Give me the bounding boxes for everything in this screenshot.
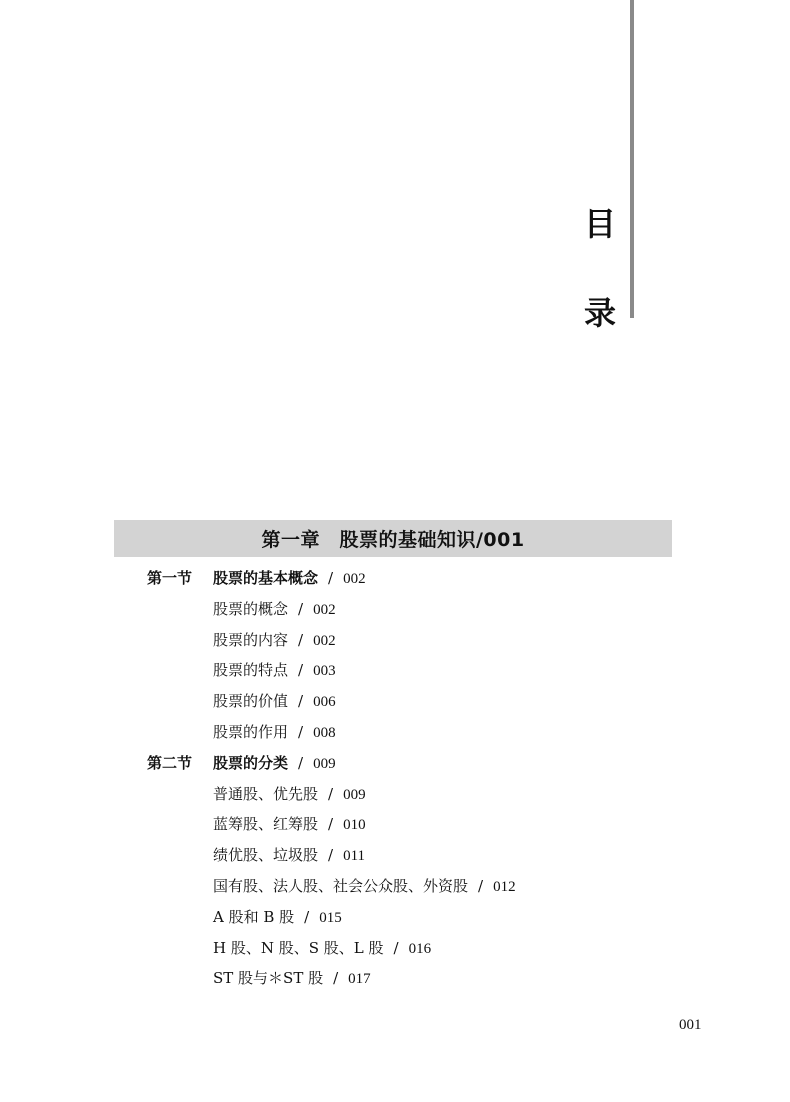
toc-entry-separator: / xyxy=(298,722,304,741)
toc-entry-separator: / xyxy=(298,630,304,649)
toc-entry-page: 002 xyxy=(313,632,336,649)
toc-entry-row xyxy=(0,871,790,902)
toc-entry-page: 009 xyxy=(343,786,366,803)
toc-entry-separator: / xyxy=(298,599,304,618)
toc-entry-title: H 股、N 股、S 股、L 股 xyxy=(213,938,384,957)
toc-entry-page: 017 xyxy=(348,971,371,988)
toc-entry-separator: / xyxy=(328,846,334,865)
toc-entry-row xyxy=(0,933,790,964)
toc-entry-link[interactable] xyxy=(213,963,371,995)
chapter-heading: 第一章 股票的基础知识/001 xyxy=(261,529,525,551)
toc-entry-title: 股票的概念 xyxy=(213,599,289,618)
toc-entry-title: 股票的价值 xyxy=(213,692,289,711)
toc-entry-page: 003 xyxy=(313,663,336,680)
toc-section-row xyxy=(0,748,790,779)
toc-entry-separator: / xyxy=(304,907,310,926)
toc-entry-row xyxy=(0,655,790,686)
toc-entry-page: 015 xyxy=(319,909,342,926)
toc-entry-title: 普通股、优先股 xyxy=(213,784,319,803)
toc-entry-separator: / xyxy=(328,815,334,834)
toc-entry-row xyxy=(0,625,790,656)
toc-entry-title: 绩优股、垃圾股 xyxy=(213,846,319,865)
toc-entry-link[interactable] xyxy=(213,717,336,749)
toc-entry-title: 股票的分类 xyxy=(213,753,289,772)
toc-entry-title: 股票的基本概念 xyxy=(213,569,319,587)
toc-entry-page: 002 xyxy=(343,571,366,587)
toc-entry-page: 008 xyxy=(313,724,336,741)
toc-entry-separator: / xyxy=(298,753,304,772)
toc-entry-link[interactable] xyxy=(213,594,336,626)
toc-entry-page: 011 xyxy=(343,848,366,865)
toc-entry-separator: / xyxy=(328,569,334,587)
toc-entry-title: 股票的作用 xyxy=(213,722,289,741)
toc-heading-char-2: 录 xyxy=(583,294,616,332)
toc-entry-row xyxy=(0,809,790,840)
toc-entry-page: 010 xyxy=(343,817,366,834)
toc-entry-link[interactable] xyxy=(213,871,516,903)
section-label: 第二节 xyxy=(147,753,193,772)
toc-entry-title: ST 股与＊ST 股 xyxy=(213,969,324,988)
toc-entry-link[interactable] xyxy=(213,655,336,687)
toc-entry-separator: / xyxy=(328,784,334,803)
toc-entry-page: 012 xyxy=(493,878,516,895)
toc-entry-row xyxy=(0,686,790,717)
toc-entry-page: 006 xyxy=(313,694,336,711)
toc-entry-link[interactable] xyxy=(213,686,336,718)
toc-heading-char-1: 目 xyxy=(583,205,616,243)
toc-entry-link[interactable] xyxy=(213,779,366,811)
toc-entry-separator: / xyxy=(478,876,484,895)
toc-entry-link[interactable] xyxy=(213,902,342,934)
toc-entry-title: 股票的内容 xyxy=(213,630,289,649)
toc-section-row xyxy=(0,563,790,594)
toc-entry-title: 蓝筹股、红筹股 xyxy=(213,815,319,834)
vertical-rule xyxy=(630,0,634,318)
toc-entry-separator: / xyxy=(298,661,304,680)
section-label: 第一节 xyxy=(147,569,193,587)
toc-entry-row xyxy=(0,902,790,933)
table-of-contents xyxy=(0,563,790,994)
toc-entry-link[interactable] xyxy=(213,748,336,780)
toc-entry-row xyxy=(0,779,790,810)
toc-entry-row xyxy=(0,963,790,994)
toc-entry-row xyxy=(0,840,790,871)
toc-entry-separator: / xyxy=(298,692,304,711)
toc-entry-page: 009 xyxy=(313,755,336,772)
toc-entry-link[interactable] xyxy=(213,625,336,657)
toc-entry-separator: / xyxy=(393,938,399,957)
toc-entry-row xyxy=(0,594,790,625)
toc-entry-title: 股票的特点 xyxy=(213,661,289,680)
toc-entry-link[interactable] xyxy=(213,933,431,965)
toc-entry-link[interactable] xyxy=(213,563,366,595)
toc-entry-page: 016 xyxy=(408,940,432,957)
chapter-heading-bar[interactable] xyxy=(114,520,672,557)
toc-entry-page: 002 xyxy=(313,601,336,618)
toc-entry-row xyxy=(0,717,790,748)
toc-entry-link[interactable] xyxy=(213,809,366,841)
toc-entry-separator: / xyxy=(333,969,339,988)
toc-entry-title: 国有股、法人股、社会公众股、外资股 xyxy=(213,876,469,895)
page-number: 001 xyxy=(679,1017,702,1033)
toc-entry-title: A 股和 B 股 xyxy=(213,907,295,926)
toc-entry-link[interactable] xyxy=(213,840,365,872)
